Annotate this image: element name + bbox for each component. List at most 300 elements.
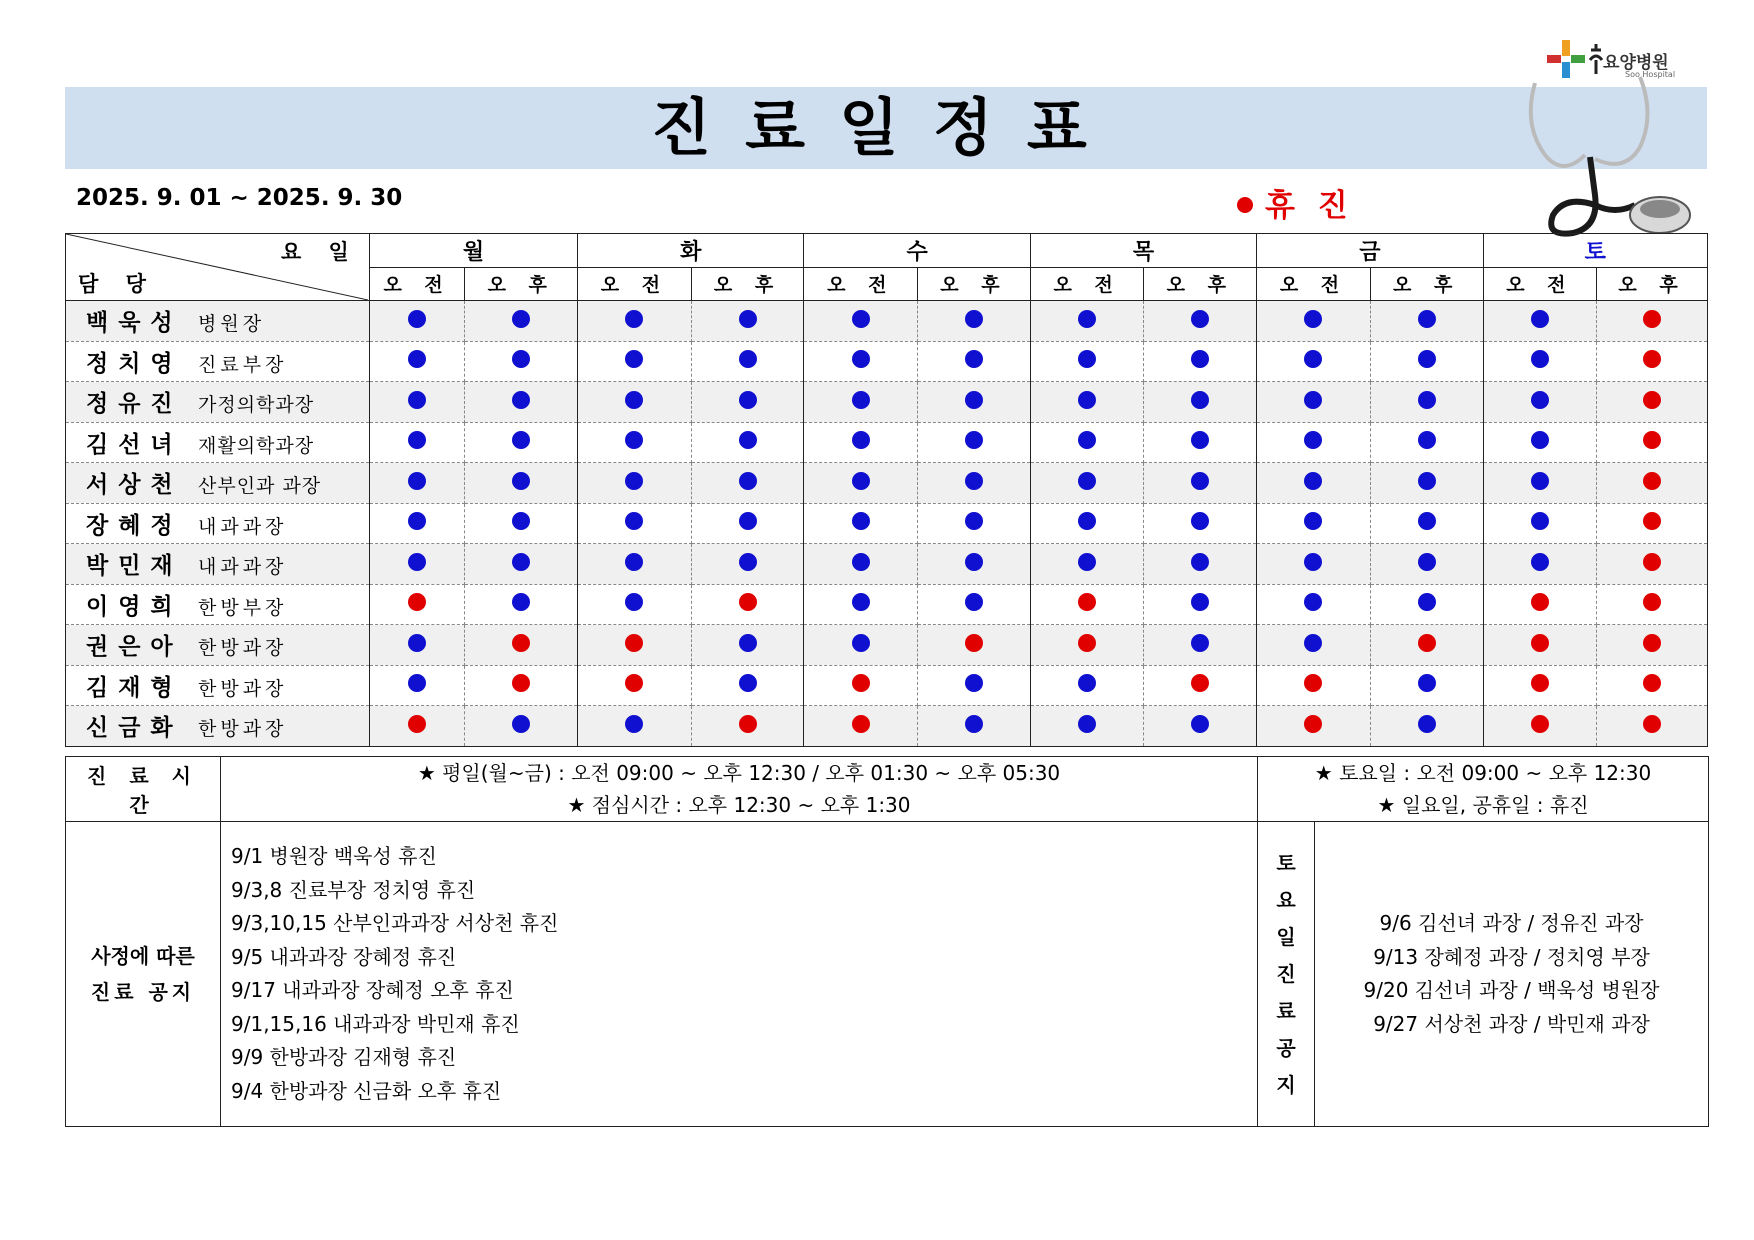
open-dot-icon (1191, 634, 1209, 652)
slot-cell (465, 625, 578, 666)
open-dot-icon (1531, 472, 1549, 490)
slot-cell (369, 301, 465, 342)
slot-cell (1030, 341, 1144, 382)
doctor-cell (66, 382, 370, 423)
slot-cell (918, 341, 1031, 382)
slot-cell (804, 463, 918, 504)
open-dot-icon (965, 391, 983, 409)
saturday-label-char: 토 (1276, 850, 1296, 875)
slot-cell (369, 625, 465, 666)
doctor-role: 한방과장 (198, 637, 288, 660)
open-dot-icon (1418, 593, 1436, 611)
slot-cell (1370, 544, 1483, 585)
slot-cell (369, 706, 465, 747)
doctor-name: 권은아 (86, 634, 183, 661)
open-dot-icon (512, 310, 530, 328)
slot-cell (804, 503, 918, 544)
doctor-role: 병원장 (198, 313, 266, 336)
open-dot-icon (1418, 512, 1436, 530)
open-dot-icon (1531, 553, 1549, 571)
slot-cell (1030, 584, 1144, 625)
open-dot-icon (408, 431, 426, 449)
slot-cell (1370, 341, 1483, 382)
open-dot-icon (1078, 350, 1096, 368)
pm-header: 오 후 (1597, 267, 1708, 301)
slot-cell (691, 584, 804, 625)
closed-dot-icon (1643, 472, 1661, 490)
schedule-period: 2025. 9. 01 ~ 2025. 9. 30 (76, 185, 403, 211)
slot-cell (918, 706, 1031, 747)
open-dot-icon (1304, 634, 1322, 652)
open-dot-icon (512, 512, 530, 530)
slot-cell (1144, 422, 1257, 463)
slot-cell (1597, 301, 1708, 342)
slot-cell (804, 584, 918, 625)
corner-doctor-label: 담 당 (78, 272, 156, 296)
saturday-notice-item: 9/20 김선녀 과장 / 백욱성 병원장 (1363, 978, 1660, 1002)
open-dot-icon (512, 431, 530, 449)
open-dot-icon (1418, 431, 1436, 449)
open-dot-icon (1191, 512, 1209, 530)
open-dot-icon (852, 350, 870, 368)
doctor-name: 이영희 (86, 593, 183, 620)
slot-cell (1144, 665, 1257, 706)
slot-cell (691, 544, 804, 585)
closed-dot-icon (1531, 674, 1549, 692)
open-dot-icon (1191, 593, 1209, 611)
doctor-cell (66, 463, 370, 504)
saturday-label-char: 요 (1276, 887, 1296, 912)
slot-cell (1144, 301, 1257, 342)
closed-dot-icon (1191, 674, 1209, 692)
open-dot-icon (1418, 350, 1436, 368)
notes-row (66, 822, 1709, 1127)
slot-cell (1370, 706, 1483, 747)
slot-cell (1483, 706, 1597, 747)
closed-dot-icon (408, 715, 426, 733)
day-header: 수 (804, 234, 1030, 268)
open-dot-icon (1304, 391, 1322, 409)
open-dot-icon (739, 391, 757, 409)
doctor-name: 백욱성 (86, 310, 183, 337)
slot-cell (465, 301, 578, 342)
slot-cell (804, 301, 918, 342)
slot-cell (1483, 422, 1597, 463)
closed-dot-icon (852, 715, 870, 733)
slot-cell (1597, 463, 1708, 504)
open-dot-icon (625, 553, 643, 571)
notes-label (66, 822, 221, 1127)
open-dot-icon (852, 512, 870, 530)
open-dot-icon (1191, 472, 1209, 490)
doctor-name: 박민재 (86, 553, 183, 580)
open-dot-icon (965, 674, 983, 692)
open-dot-icon (1304, 350, 1322, 368)
slot-cell (1483, 665, 1597, 706)
open-dot-icon (1531, 310, 1549, 328)
slot-cell (804, 706, 918, 747)
doctor-name: 신금화 (86, 715, 183, 742)
stethoscope-icon (1515, 55, 1705, 250)
slot-cell (1370, 625, 1483, 666)
open-dot-icon (852, 553, 870, 571)
saturday-notice-item: 9/13 장혜정 과장 / 정치영 부장 (1373, 944, 1650, 969)
sunday-holiday: ★ 일요일, 공휴일 : 휴진 (1377, 793, 1589, 817)
slot-cell (1144, 341, 1257, 382)
open-dot-icon (1078, 431, 1096, 449)
notes-label-line1: 사정에 따른 (91, 944, 195, 968)
open-dot-icon (1304, 593, 1322, 611)
open-dot-icon (739, 674, 757, 692)
open-dot-icon (739, 512, 757, 530)
closed-legend-label: 휴 진 (1265, 188, 1354, 224)
slot-cell (918, 382, 1031, 423)
doctor-cell (66, 625, 370, 666)
slot-cell (1483, 341, 1597, 382)
slot-cell (691, 625, 804, 666)
open-dot-icon (625, 350, 643, 368)
slot-cell (691, 665, 804, 706)
pm-header: 오 후 (1144, 267, 1257, 301)
slot-cell (1483, 503, 1597, 544)
logo-text: 요양병원 (1603, 53, 1669, 73)
slot-cell (465, 544, 578, 585)
open-dot-icon (625, 593, 643, 611)
doctor-row (66, 665, 1708, 706)
doctor-row (66, 341, 1708, 382)
doctor-row (66, 463, 1708, 504)
open-dot-icon (625, 310, 643, 328)
open-dot-icon (625, 431, 643, 449)
closed-dot-icon (852, 674, 870, 692)
open-dot-icon (1191, 350, 1209, 368)
slot-cell (691, 503, 804, 544)
open-dot-icon (408, 472, 426, 490)
slot-cell (1597, 422, 1708, 463)
pm-header: 오 후 (691, 267, 804, 301)
day-header-row (66, 234, 1708, 268)
slot-cell (691, 382, 804, 423)
am-header: 오 전 (578, 267, 692, 301)
open-dot-icon (1418, 553, 1436, 571)
slot-cell (804, 422, 918, 463)
doctor-cell (66, 503, 370, 544)
open-dot-icon (1191, 391, 1209, 409)
pm-header: 오 후 (1370, 267, 1483, 301)
open-dot-icon (1418, 472, 1436, 490)
doctor-role: 가정의학과장 (198, 394, 315, 417)
doctor-cell (66, 544, 370, 585)
closed-legend (1237, 180, 1354, 225)
weekday-hours-cell (221, 757, 1258, 822)
slot-cell (1030, 301, 1144, 342)
notice-item: 9/9 한방과장 김재형 휴진 (231, 1045, 457, 1069)
doctor-role: 재활의학과장 (198, 434, 315, 457)
slot-cell (1144, 625, 1257, 666)
open-dot-icon (1191, 431, 1209, 449)
slot-cell (369, 503, 465, 544)
slot-cell (918, 503, 1031, 544)
open-dot-icon (1304, 553, 1322, 571)
open-dot-icon (739, 634, 757, 652)
slot-cell (1030, 544, 1144, 585)
open-dot-icon (512, 472, 530, 490)
notice-item: 9/4 한방과장 신금화 오후 휴진 (231, 1078, 502, 1103)
slot-cell (1597, 503, 1708, 544)
closed-dot-icon (739, 715, 757, 733)
notice-item: 9/1,15,16 내과과장 박민재 휴진 (231, 1011, 520, 1036)
open-dot-icon (1078, 674, 1096, 692)
notes-list (221, 822, 1258, 1127)
slot-cell (369, 422, 465, 463)
slot-cell (1144, 544, 1257, 585)
open-dot-icon (1304, 431, 1322, 449)
slot-cell (691, 706, 804, 747)
pm-header: 오 후 (465, 267, 578, 301)
closed-dot-icon (1643, 593, 1661, 611)
slot-cell (691, 341, 804, 382)
doctor-name: 장혜정 (86, 512, 183, 539)
notes-label-line2: 진료 공지 (90, 980, 196, 1004)
open-dot-icon (739, 431, 757, 449)
open-dot-icon (1078, 512, 1096, 530)
doctor-row (66, 544, 1708, 585)
day-header: 월 (369, 234, 577, 268)
open-dot-icon (1191, 715, 1209, 733)
doctor-row (66, 382, 1708, 423)
open-dot-icon (1078, 391, 1096, 409)
open-dot-icon (739, 472, 757, 490)
slot-cell (578, 301, 692, 342)
doctor-name: 김재형 (86, 674, 183, 701)
slot-cell (1483, 382, 1597, 423)
slot-cell (1483, 625, 1597, 666)
slot-cell (1370, 503, 1483, 544)
slot-cell (804, 665, 918, 706)
slot-cell (465, 463, 578, 504)
open-dot-icon (1078, 553, 1096, 571)
slot-cell (1597, 584, 1708, 625)
open-dot-icon (1531, 431, 1549, 449)
slot-cell (804, 341, 918, 382)
doctor-role: 산부인과 과장 (198, 475, 322, 498)
slot-cell (804, 625, 918, 666)
doctor-name: 정치영 (86, 350, 183, 377)
logo-subtext: Soo Hospital (1625, 70, 1676, 79)
slot-cell (691, 301, 804, 342)
open-dot-icon (1304, 472, 1322, 490)
open-dot-icon (1304, 310, 1322, 328)
slot-cell (1030, 503, 1144, 544)
open-dot-icon (965, 472, 983, 490)
slot-cell (1597, 625, 1708, 666)
slot-cell (1030, 463, 1144, 504)
closed-dot-icon (1643, 634, 1661, 652)
corner-cell (66, 234, 370, 301)
open-dot-icon (1078, 715, 1096, 733)
doctor-role: 진료부장 (198, 353, 288, 376)
slot-cell (578, 422, 692, 463)
slot-cell (369, 544, 465, 585)
slot-cell (1483, 301, 1597, 342)
open-dot-icon (512, 593, 530, 611)
schedule-table (65, 233, 1708, 747)
slot-cell (1257, 503, 1371, 544)
open-dot-icon (1078, 472, 1096, 490)
slot-cell (578, 341, 692, 382)
open-dot-icon (1304, 512, 1322, 530)
day-header: 토 (1483, 234, 1707, 268)
slot-cell (918, 544, 1031, 585)
open-dot-icon (965, 512, 983, 530)
open-dot-icon (965, 715, 983, 733)
open-dot-icon (408, 674, 426, 692)
slot-cell (691, 463, 804, 504)
slot-cell (1370, 301, 1483, 342)
doctor-cell (66, 706, 370, 747)
slot-cell (465, 422, 578, 463)
weekday-hours: ★ 평일(월~금) : 오전 09:00 ~ 오후 12:30 / 오후 01:30 ~ 오후 05:30 (417, 761, 1061, 785)
doctor-cell (66, 665, 370, 706)
slot-cell (1144, 463, 1257, 504)
slot-cell (1597, 341, 1708, 382)
lunch-hours: ★ 점심시간 : 오후 12:30 ~ 오후 1:30 (567, 793, 911, 817)
slot-cell (465, 665, 578, 706)
closed-dot-icon (1643, 553, 1661, 571)
slot-cell (1483, 584, 1597, 625)
slot-cell (1257, 665, 1371, 706)
saturday-hours: ★ 토요일 : 오전 09:00 ~ 오후 12:30 (1314, 761, 1652, 785)
notice-item: 9/17 내과과장 장혜정 오후 휴진 (231, 978, 514, 1002)
open-dot-icon (852, 593, 870, 611)
closed-dot-icon (408, 593, 426, 611)
saturday-notice-label (1258, 822, 1315, 1127)
doctor-cell (66, 341, 370, 382)
closed-dot-icon (1643, 350, 1661, 368)
slot-cell (1257, 382, 1371, 423)
am-header: 오 전 (1257, 267, 1371, 301)
notice-table (65, 756, 1709, 1127)
slot-cell (369, 341, 465, 382)
open-dot-icon (1531, 391, 1549, 409)
closed-dot-icon (1078, 634, 1096, 652)
open-dot-icon (625, 391, 643, 409)
slot-cell (578, 382, 692, 423)
doctor-role: 내과과장 (198, 515, 288, 538)
closed-dot-icon (512, 634, 530, 652)
slot-cell (1257, 341, 1371, 382)
am-header: 오 전 (1483, 267, 1597, 301)
open-dot-icon (1191, 553, 1209, 571)
hours-label: 진 료 시 간 (66, 757, 221, 822)
slot-cell (578, 706, 692, 747)
slot-cell (1257, 706, 1371, 747)
slot-cell (1597, 382, 1708, 423)
slot-cell (578, 463, 692, 504)
open-dot-icon (408, 350, 426, 368)
closed-dot-icon (1531, 634, 1549, 652)
closed-dot-icon (965, 634, 983, 652)
slot-cell (804, 544, 918, 585)
slot-cell (1257, 422, 1371, 463)
open-dot-icon (965, 350, 983, 368)
closed-dot-icon (1643, 431, 1661, 449)
slot-cell (1483, 544, 1597, 585)
doctor-row (66, 625, 1708, 666)
closed-dot-icon (625, 674, 643, 692)
corner-day-label: 요 일 (280, 240, 359, 264)
open-dot-icon (852, 391, 870, 409)
doctor-name: 김선녀 (86, 431, 183, 458)
open-dot-icon (1418, 715, 1436, 733)
slot-cell (465, 382, 578, 423)
open-dot-icon (408, 391, 426, 409)
doctor-row (66, 706, 1708, 747)
doctor-role: 한방과장 (198, 718, 288, 741)
slot-cell (1483, 463, 1597, 504)
slot-cell (804, 382, 918, 423)
open-dot-icon (852, 431, 870, 449)
open-dot-icon (1531, 512, 1549, 530)
closed-dot-icon (1531, 593, 1549, 611)
slot-cell (578, 503, 692, 544)
doctor-row (66, 584, 1708, 625)
open-dot-icon (408, 553, 426, 571)
open-dot-icon (408, 512, 426, 530)
open-dot-icon (512, 553, 530, 571)
slot-cell (1257, 544, 1371, 585)
slot-cell (1257, 301, 1371, 342)
open-dot-icon (408, 310, 426, 328)
open-dot-icon (1191, 310, 1209, 328)
doctor-name: 정유진 (86, 391, 183, 418)
open-dot-icon (408, 634, 426, 652)
slot-cell (465, 706, 578, 747)
open-dot-icon (512, 391, 530, 409)
slot-cell (578, 544, 692, 585)
am-header: 오 전 (369, 267, 465, 301)
doctor-cell (66, 422, 370, 463)
closed-dot-icon (739, 593, 757, 611)
doctor-row (66, 503, 1708, 544)
slot-cell (578, 584, 692, 625)
closed-dot-icon (512, 674, 530, 692)
closed-dot-icon (625, 634, 643, 652)
slot-cell (465, 503, 578, 544)
doctor-role: 내과과장 (198, 556, 288, 579)
open-dot-icon (512, 715, 530, 733)
notice-item: 9/3,10,15 산부인과과장 서상천 휴진 (231, 911, 559, 935)
slot-cell (918, 463, 1031, 504)
doctor-row (66, 301, 1708, 342)
open-dot-icon (1418, 391, 1436, 409)
closed-dot-icon (1304, 674, 1322, 692)
slot-cell (1370, 422, 1483, 463)
open-dot-icon (625, 472, 643, 490)
slot-cell (1144, 584, 1257, 625)
saturday-label-char: 진 (1276, 961, 1296, 986)
slot-cell (465, 341, 578, 382)
saturday-label-char: 지 (1276, 1072, 1296, 1097)
page-title: 진료일정표 (651, 91, 1121, 164)
notice-item: 9/3,8 진료부장 정치영 휴진 (231, 877, 476, 902)
slot-cell (1144, 706, 1257, 747)
slot-cell (1030, 382, 1144, 423)
slot-cell (918, 665, 1031, 706)
slot-cell (1597, 665, 1708, 706)
notice-item: 9/5 내과과장 장혜정 휴진 (231, 944, 457, 969)
slot-cell (1370, 463, 1483, 504)
